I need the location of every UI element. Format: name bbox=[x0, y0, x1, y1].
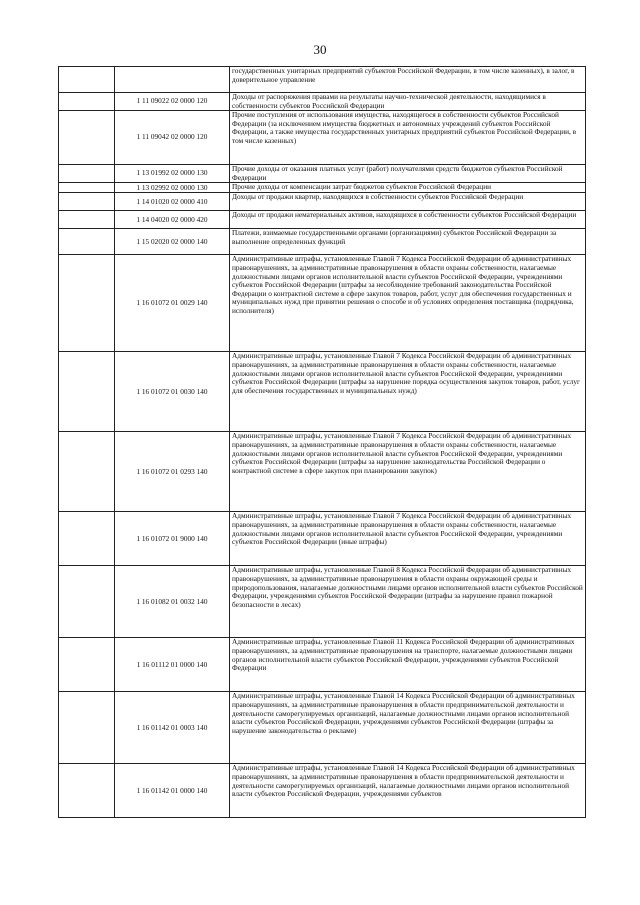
description-cell: Прочие поступления от использования имущества, находящегося в собственности субъектов Российской Федерации (за исключением имущества бюджетных и автономных учреждений субъектов Российской Федерации, а также имущества государственных унитарных предприятий субъектов Российской Федерации, в том числе казенных) bbox=[230, 111, 586, 165]
budget-code-cell: 1 16 01082 01 0032 140 bbox=[115, 566, 230, 638]
admin-code-cell bbox=[59, 512, 115, 566]
budget-code-cell: 1 16 01142 01 0003 140 bbox=[115, 692, 230, 764]
budget-code-cell: 1 11 09022 02 0000 120 bbox=[115, 93, 230, 111]
budget-code-cell: 1 16 01142 01 0000 140 bbox=[115, 764, 230, 818]
admin-code-cell bbox=[59, 67, 115, 93]
admin-code-cell bbox=[59, 193, 115, 211]
description-cell: Административные штрафы, установленные Главой 14 Кодекса Российской Федерации об административных правонарушениях, за административные правонарушения в области предпринимательской деятельности и деятельности саморегулируемых организаций, налагаемые должностными лицами органов исполнительной власти субъектов Российской Федерации, учреждениями субъектов bbox=[230, 764, 586, 818]
admin-code-cell bbox=[59, 255, 115, 352]
budget-code-cell: 1 16 01072 01 9000 140 bbox=[115, 512, 230, 566]
description-cell: Административные штрафы, установленные Главой 8 Кодекса Российской Федерации об административных правонарушениях, за административные правонарушения в области охраны окружающей среды и природопользования, налагаемые должностными лицами органов исполнительной власти субъектов Российской Федерации, учреждениями субъектов Российской Федерации (штрафы за нарушение правил пожарной безопасности в лесах) bbox=[230, 566, 586, 638]
admin-code-cell bbox=[59, 692, 115, 764]
admin-code-cell bbox=[59, 764, 115, 818]
budget-code-cell: 1 14 04020 02 0000 420 bbox=[115, 211, 230, 229]
description-cell: Доходы от продажи квартир, находящихся в собственности субъектов Российской Федерации bbox=[230, 193, 586, 211]
admin-code-cell bbox=[59, 111, 115, 165]
budget-code-cell bbox=[115, 67, 230, 93]
table-row bbox=[59, 512, 586, 566]
budget-code-cell: 1 13 02992 02 0000 130 bbox=[115, 183, 230, 193]
description-cell: Платежи, взимаемые государственными органами (организациями) субъектов Российской Федерации за выполнение определенных функций bbox=[230, 229, 586, 255]
admin-code-cell bbox=[59, 229, 115, 255]
admin-code-cell bbox=[59, 211, 115, 229]
revenue-codes-table bbox=[58, 66, 586, 818]
budget-code-cell: 1 16 01112 01 0000 140 bbox=[115, 638, 230, 692]
budget-code-cell: 1 14 01020 02 0000 410 bbox=[115, 193, 230, 211]
table-row bbox=[59, 764, 586, 818]
table-row bbox=[59, 229, 586, 255]
table-row bbox=[59, 67, 586, 93]
admin-code-cell bbox=[59, 638, 115, 692]
table-row bbox=[59, 111, 586, 165]
table-body bbox=[59, 67, 586, 818]
table-row bbox=[59, 352, 586, 432]
budget-code-cell: 1 11 09042 02 0000 120 bbox=[115, 111, 230, 165]
table-row bbox=[59, 193, 586, 211]
description-cell: Прочие доходы от компенсации затрат бюджетов субъектов Российской Федерации bbox=[230, 183, 586, 193]
table-row bbox=[59, 566, 586, 638]
budget-code-cell: 1 15 02020 02 0000 140 bbox=[115, 229, 230, 255]
page-number: 30 bbox=[313, 42, 327, 57]
description-cell: Доходы от распоряжения правами на результаты научно-технической деятельности, находящимися в собственности субъектов Российской Федерации bbox=[230, 93, 586, 111]
description-cell: Административные штрафы, установленные Главой 14 Кодекса Российской Федерации об административных правонарушениях, за административные правонарушения в области предпринимательской деятельности и деятельности саморегулируемых организаций, налагаемые должностными лицами органов исполнительной власти субъектов Российской Федерации, учреждениями субъектов Российской Федерации (штрафы за нарушение законодательства о рекламе) bbox=[230, 692, 586, 764]
admin-code-cell bbox=[59, 566, 115, 638]
admin-code-cell bbox=[59, 165, 115, 183]
budget-code-cell: 1 13 01992 02 0000 130 bbox=[115, 165, 230, 183]
description-cell: Административные штрафы, установленные Главой 7 Кодекса Российской Федерации об административных правонарушениях, за административные правонарушения в области охраны собственности, налагаемые должностными лицами органов исполнительной власти субъектов Российской Федерации, учреждениями субъектов Российской Федерации (штрафы за несоблюдение требований законодательства Российской Федерации о контрактной системе в сфере закупок товаров, работ, услуг для обеспечения государственных и муниципальных нужд при принятии решения о способе и об условиях определения поставщика (подрядчика, исполнителя) bbox=[230, 255, 586, 352]
admin-code-cell bbox=[59, 183, 115, 193]
description-cell: Административные штрафы, установленные Главой 7 Кодекса Российской Федерации об административных правонарушениях, за административные правонарушения в области охраны собственности, налагаемые должностными лицами органов исполнительной власти субъектов Российской Федерации, учреждениями субъектов Российской Федерации (штрафы за нарушение порядка осуществления закупок товаров, работ, услуг для обеспечения государственных и муниципальных нужд) bbox=[230, 352, 586, 432]
table-row bbox=[59, 183, 586, 193]
description-cell: Прочие доходы от оказания платных услуг (работ) получателями средств бюджетов субъектов Российской Федерации bbox=[230, 165, 586, 183]
admin-code-cell bbox=[59, 432, 115, 512]
budget-code-cell: 1 16 01072 01 0030 140 bbox=[115, 352, 230, 432]
admin-code-cell bbox=[59, 352, 115, 432]
description-cell: Административные штрафы, установленные Главой 11 Кодекса Российской Федерации об административных правонарушениях, за административные правонарушения на транспорте, налагаемые должностными лицами органов исполнительной власти субъектов Российской Федерации, учреждениями субъектов Российской Федерации bbox=[230, 638, 586, 692]
table-row bbox=[59, 93, 586, 111]
table-row bbox=[59, 255, 586, 352]
table-row bbox=[59, 692, 586, 764]
table-row bbox=[59, 638, 586, 692]
budget-code-cell: 1 16 01072 01 0293 140 bbox=[115, 432, 230, 512]
description-cell: Административные штрафы, установленные Главой 7 Кодекса Российской Федерации об административных правонарушениях, за административные правонарушения в области охраны собственности, налагаемые должностными лицами органов исполнительной власти субъектов Российской Федерации, учреждениями субъектов Российской Федерации (иные штрафы) bbox=[230, 512, 586, 566]
table-row bbox=[59, 432, 586, 512]
budget-code-cell: 1 16 01072 01 0029 140 bbox=[115, 255, 230, 352]
description-cell: Доходы от продажи нематериальных активов, находящихся в собственности субъектов Российской Федерации bbox=[230, 211, 586, 229]
description-cell: Административные штрафы, установленные Главой 7 Кодекса Российской Федерации об административных правонарушениях, за административные правонарушения в области охраны собственности, налагаемые должностными лицами органов исполнительной власти субъектов Российской Федерации, учреждениями субъектов Российской Федерации (штрафы за нарушение законодательства Российской Федерации о контрактной системе в сфере закупок при планировании закупок) bbox=[230, 432, 586, 512]
table-row bbox=[59, 165, 586, 183]
description-cell: государственных унитарных предприятий субъектов Российской Федерации, в том числе казенных), в залог, в доверительное управление bbox=[230, 67, 586, 93]
admin-code-cell bbox=[59, 93, 115, 111]
table-row bbox=[59, 211, 586, 229]
